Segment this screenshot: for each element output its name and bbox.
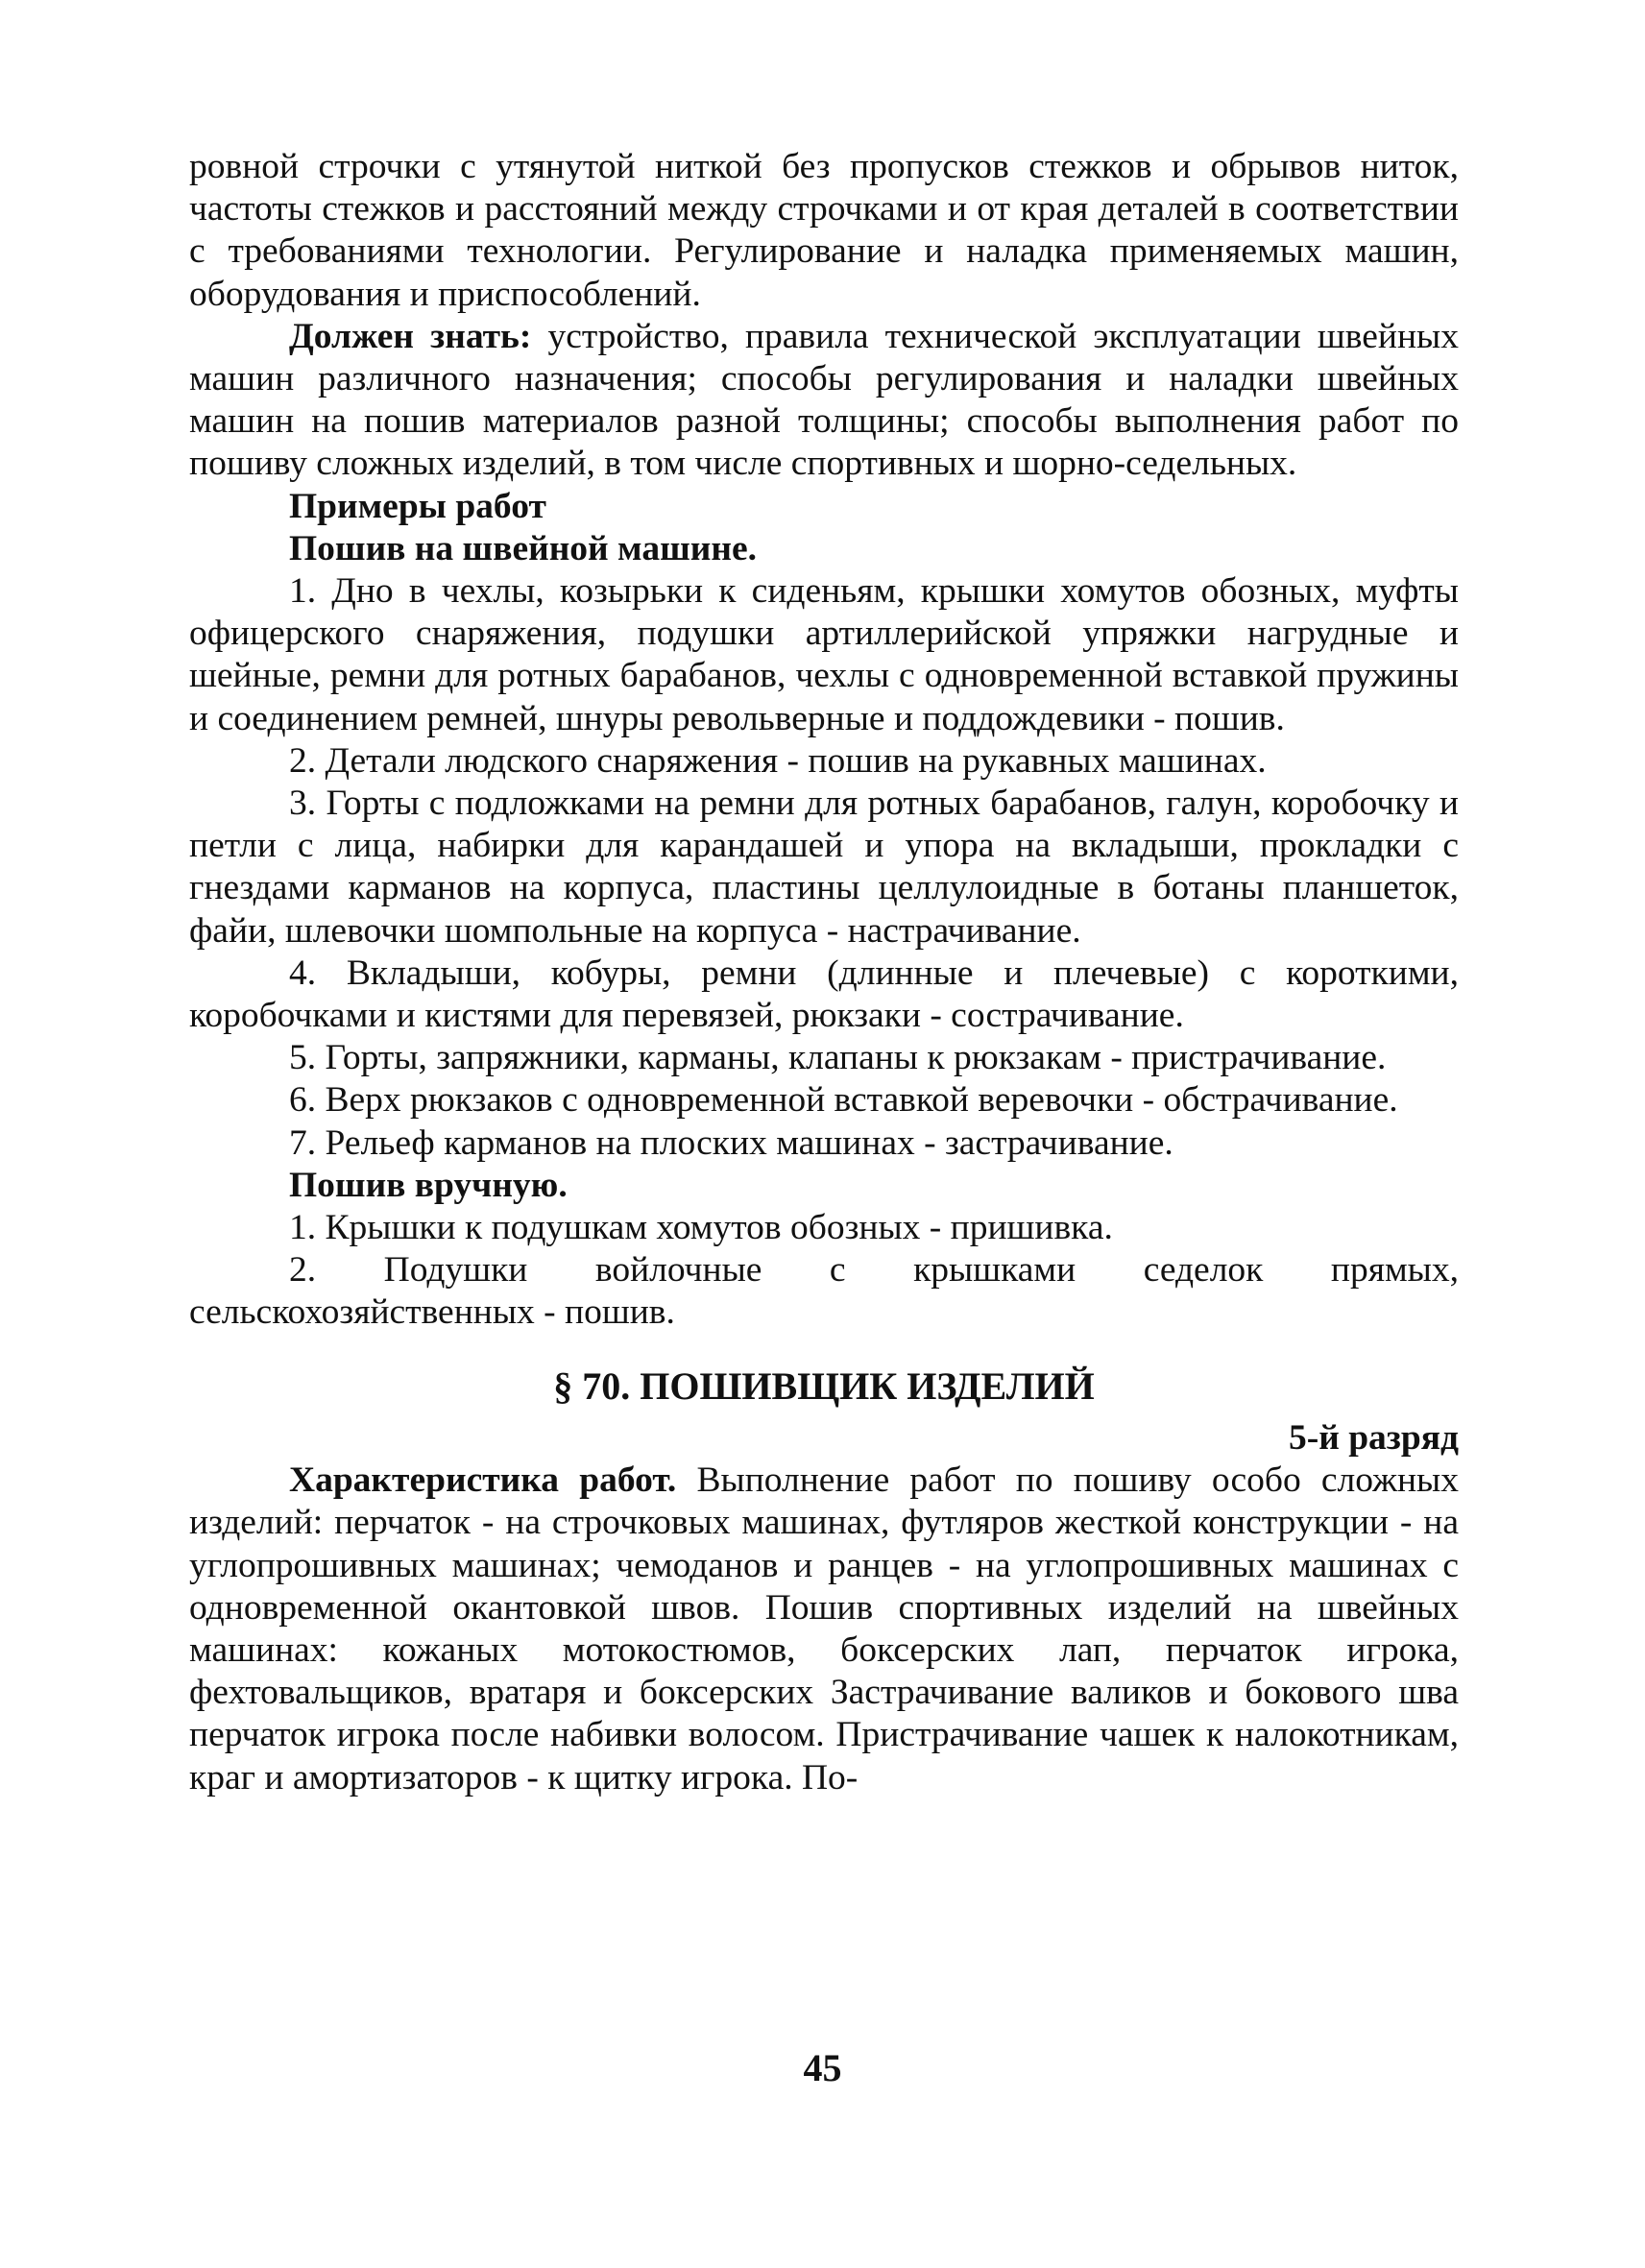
section-title: § 70. ПОШИВЩИК ИЗДЕЛИЙ <box>553 1363 1095 1408</box>
document-page <box>189 146 1459 1799</box>
list-item-machine-4: 4. Вкладыши, кобуры, ремни (длинные и плечевые) с короткими, коробочками и кистями для перевязей, рюкзаки - сострачивание. <box>189 953 1459 1036</box>
paragraph-continuation: ровной строчки с утянутой ниткой без пропусков стежков и обрывов ниток, частоты стежков и расстояний между строчками и от края деталей в соответствии с требованиями технологии. Регулирование и наладка применяемых машин, оборудования и приспособлений. <box>189 147 1459 314</box>
list-item-hand-2: 2. Подушки войлочные с крышками седелок прямых, сельскохозяйственных - пошив. <box>189 1250 1459 1333</box>
list-item-machine-6: 6. Верх рюкзаков с одновременной вставкой веревочки - обстрачивание. <box>289 1080 1398 1121</box>
list-item-machine-3: 3. Горты с подложками на ремни для ротных барабанов, галун, коробочку и петли с лица, набирки для карандашей и упора на вкладыши, прокладки с гнездами карманов на корпуса, пластины целлулоидные в ботаны планшеток, файи, шлевочки шомпольные на корпуса - настрачивание. <box>189 784 1459 951</box>
list-item-machine-7: 7. Рельеф карманов на плоских машинах - застрачивание. <box>289 1122 1173 1163</box>
list-item-machine-2: 2. Детали людского снаряжения - пошив на рукавных машинах. <box>289 740 1267 781</box>
characteristic-text: Выполнение работ по пошиву особо сложных изделий: перчаток - на строчковых машинах, футляров жесткой конструкции - на углопрошивных машинах; чемоданов и ранцев - на углопрошивных машинах с одновременной окантовкой швов. Пошив спортивных изделий на швейных машинах: кожаных мотокостюмов, боксерских лап, перчаток игрока, фехтовальщиков, вратаря и боксерских Застрачивание валиков и бокового шва перчаток игрока после набивки волосом. Пристрачивание чашек к налокотникам, краг и амортизаторов - к щитку игрока. По- <box>189 1460 1459 1798</box>
examples-heading: Примеры работ <box>289 486 546 526</box>
grade-label: 5-й разряд <box>1288 1417 1459 1458</box>
list-item-machine-5: 5. Горты, запряжники, карманы, клапаны к рюкзакам - пристрачивание. <box>289 1038 1387 1078</box>
characteristic-label: Характеристика работ. <box>289 1460 677 1501</box>
characteristic-paragraph <box>189 1460 1459 1799</box>
must-know-paragraph <box>189 316 1459 486</box>
must-know-label: Должен знать: <box>289 316 532 356</box>
must-know-text: устройство, правила технической эксплуатации швейных машин различного назначения; способы регулирования и наладки швейных машин на пошив материалов разной толщины; способы выполнения работ по пошиву сложных изделий, в том числе спортивных и шорно-седельных. <box>189 316 1459 484</box>
machine-sewing-heading: Пошив на швейной машине. <box>289 528 757 568</box>
page-number: 45 <box>803 2046 842 2089</box>
list-item-machine-1: 1. Дно в чехлы, козырьки к сиденьям, крышки хомутов обозных, муфты офицерского снаряжения, подушки артиллерийской упряжки нагрудные и шейные, ремни для ротных барабанов, чехлы с одновременной вставкой пружины и соединением ремней, шнуры револьверные и поддождевики - пошив. <box>189 571 1459 738</box>
list-item-hand-1: 1. Крышки к подушкам хомутов обозных - пришивка. <box>289 1208 1113 1248</box>
hand-sewing-heading: Пошив вручную. <box>289 1165 568 1205</box>
